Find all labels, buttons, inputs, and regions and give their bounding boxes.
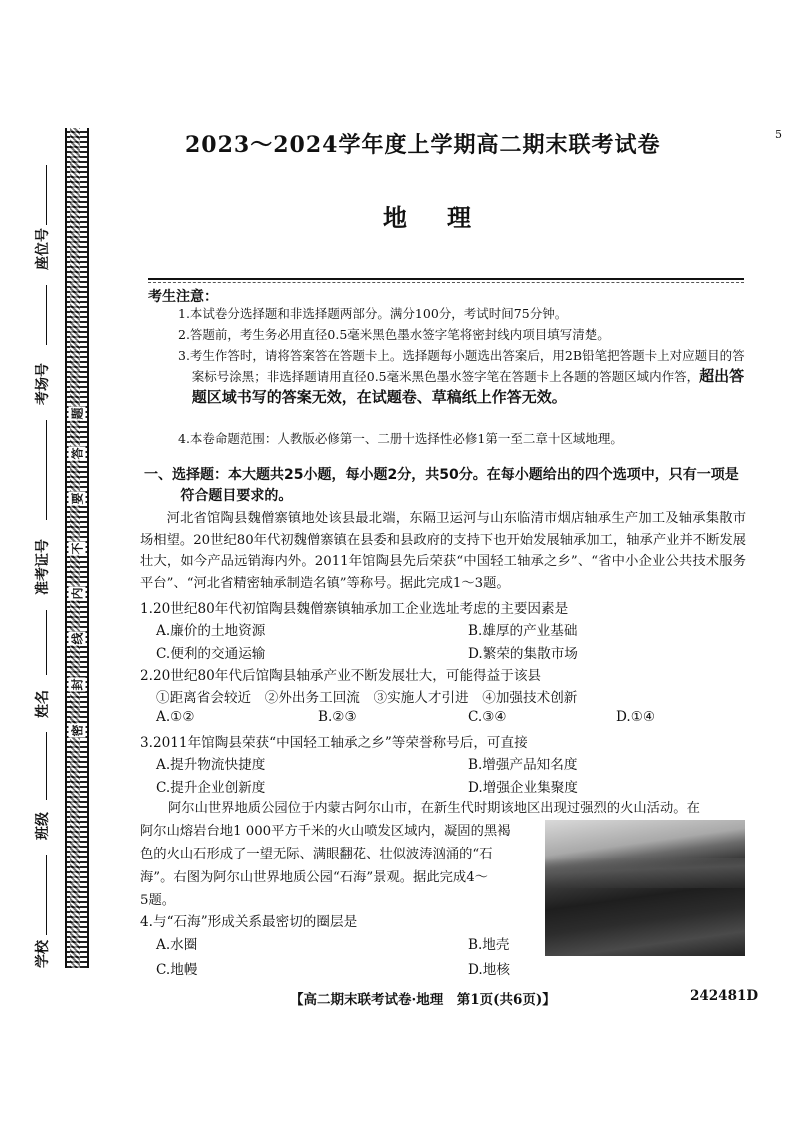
seal-char: 题 <box>70 407 85 420</box>
question-3-option-d[interactable]: D.增强企业集聚度 <box>468 780 578 796</box>
name-line[interactable] <box>46 610 47 675</box>
divider <box>148 278 744 280</box>
name-label: 姓名 <box>35 690 51 718</box>
notice-item-1: 1.本试卷分选择题和非选择题两部分。满分100分，考试时间75分钟。 <box>178 306 568 321</box>
question-1-option-a[interactable]: A.廉价的土地资源 <box>156 623 266 639</box>
question-2-option-c[interactable]: C.③④ <box>468 709 507 725</box>
exam-id-line[interactable] <box>46 420 47 520</box>
paper-code: 242481D <box>690 988 759 1004</box>
question-2-stem: 2.20世纪80年代后馆陶县轴承产业不断发展壮大，可能得益于该县 <box>140 668 542 684</box>
question-4-option-a[interactable]: A.水圈 <box>156 937 198 953</box>
question-2-option-a[interactable]: A.①② <box>156 709 195 725</box>
notice-title: 考生注意： <box>148 289 218 305</box>
question-1-option-b[interactable]: B.雄厚的产业基础 <box>468 623 578 639</box>
seal-char: 封 <box>70 678 85 691</box>
passage-2-line-2: 阿尔山熔岩台地1 000平方千米的火山喷发区域内，凝固的黑褐 <box>140 824 511 839</box>
question-1-option-d[interactable]: D.繁荣的集散市场 <box>468 646 578 662</box>
seal-char: 答 <box>70 447 85 460</box>
notice-item-2: 2.答题前，考生务必用直径0.5毫米黑色墨水签字笔将密封线内项目填写清楚。 <box>178 327 610 342</box>
question-3-option-c[interactable]: C.提升企业创新度 <box>156 780 266 796</box>
room-label: 考场号 <box>35 363 51 405</box>
class-label: 班级 <box>35 812 51 840</box>
question-2-choices: ①距离省会较近 ②外出务工回流 ③实施人才引进 ④加强技术创新 <box>156 690 578 706</box>
passage-2-line-4: 海”。右图为阿尔山世界地质公园“石海”景观。据此完成4～ <box>140 870 488 885</box>
page-footer: 【高二期末联考试卷·地理 第1页(共6页)】 <box>290 992 556 1008</box>
question-4-stem: 4.与“石海”形成关系最密切的圈层是 <box>140 914 358 930</box>
seal-char: 密 <box>70 724 85 737</box>
question-4-option-d[interactable]: D.地核 <box>468 962 510 978</box>
question-2-option-b[interactable]: B.②③ <box>318 709 357 725</box>
passage-2-line-1: 阿尔山世界地质公园位于内蒙古阿尔山市，在新生代时期该地区出现过强烈的火山活动。在 <box>168 801 700 816</box>
question-1-option-c[interactable]: C.便利的交通运输 <box>156 646 266 662</box>
passage-1: 河北省馆陶县魏僧寨镇地处该县最北端，东隔卫运河与山东临清市烟店轴承生产加工及轴承集散市场相望。20世纪80年代初魏僧寨镇在县委和县政府的支持下也开始发展轴承加工，轴承产业并不断发展壮大，如今产品远销海内外。2011年馆陶县先后荣获“中国轻工轴承之乡”、“省中小企业公共技术服务平台”、“河北省精密轴承制造名镇”等称号。据此完成1～3题。 <box>140 511 746 591</box>
notice-item-4: 4.本卷命题范围：人教版必修第一、二册十选择性必修1第一至二章十区域地理。 <box>178 431 623 446</box>
school-label: 学校 <box>35 940 51 968</box>
question-4-option-c[interactable]: C.地幔 <box>156 962 198 978</box>
seal-char: 不 <box>70 542 85 555</box>
notice-item-3-emphasis: 超出答题区域书写的答案无效，在试题卷、草稿纸上作答无效。 <box>191 367 745 406</box>
school-line[interactable] <box>46 855 47 935</box>
divider-dashed <box>148 282 744 283</box>
seal-char: 内 <box>70 587 85 600</box>
seal-char: 线 <box>70 632 85 645</box>
passage-2-line-3: 色的火山石形成了一望无际、满眼翻花、壮似波涛汹涌的“石 <box>140 847 493 862</box>
seal-char: 要 <box>70 492 85 505</box>
class-line[interactable] <box>46 732 47 800</box>
passage-2-line-5: 5题。 <box>140 893 176 908</box>
section-heading: 一、选择题：本大题共25小题，每小题2分，共50分。在每小题给出的四个选项中，只有一项是符合题目要求的。 <box>144 467 739 504</box>
seat-line[interactable] <box>46 165 47 225</box>
question-1-stem: 1.20世纪80年代初馆陶县魏僧寨镇轴承加工企业选址考虑的主要因素是 <box>140 601 569 617</box>
subject-title: 地理 <box>383 204 511 232</box>
room-line[interactable] <box>46 285 47 345</box>
exam-id-label: 准考证号 <box>35 539 51 595</box>
question-2-option-d[interactable]: D.①④ <box>616 709 656 725</box>
question-3-option-b[interactable]: B.增强产品知名度 <box>468 757 578 773</box>
question-3-stem: 3.2011年馆陶县荣获“中国轻工轴承之乡”等荣誉称号后，可直接 <box>140 735 528 751</box>
notice-item-3-text: 3.考生作答时，请将答案答在答题卡上。选择题每小题选出答案后，用2B铅笔把答题卡上对应题目的答案标号涂黑；非选择题请用直径0.5毫米黑色墨水签字笔在答题卡上各题的答题区域内作答， <box>178 348 745 384</box>
stone-sea-photo <box>545 820 745 956</box>
corner-mark: 5 <box>775 128 782 141</box>
seat-label: 座位号 <box>35 228 51 270</box>
page-title: 2023～2024学年度上学期高二期末联考试卷 <box>185 132 661 158</box>
notice-item-3 <box>178 345 750 408</box>
question-4-option-b[interactable]: B.地壳 <box>468 937 510 953</box>
question-3-option-a[interactable]: A.提升物流快捷度 <box>156 757 266 773</box>
